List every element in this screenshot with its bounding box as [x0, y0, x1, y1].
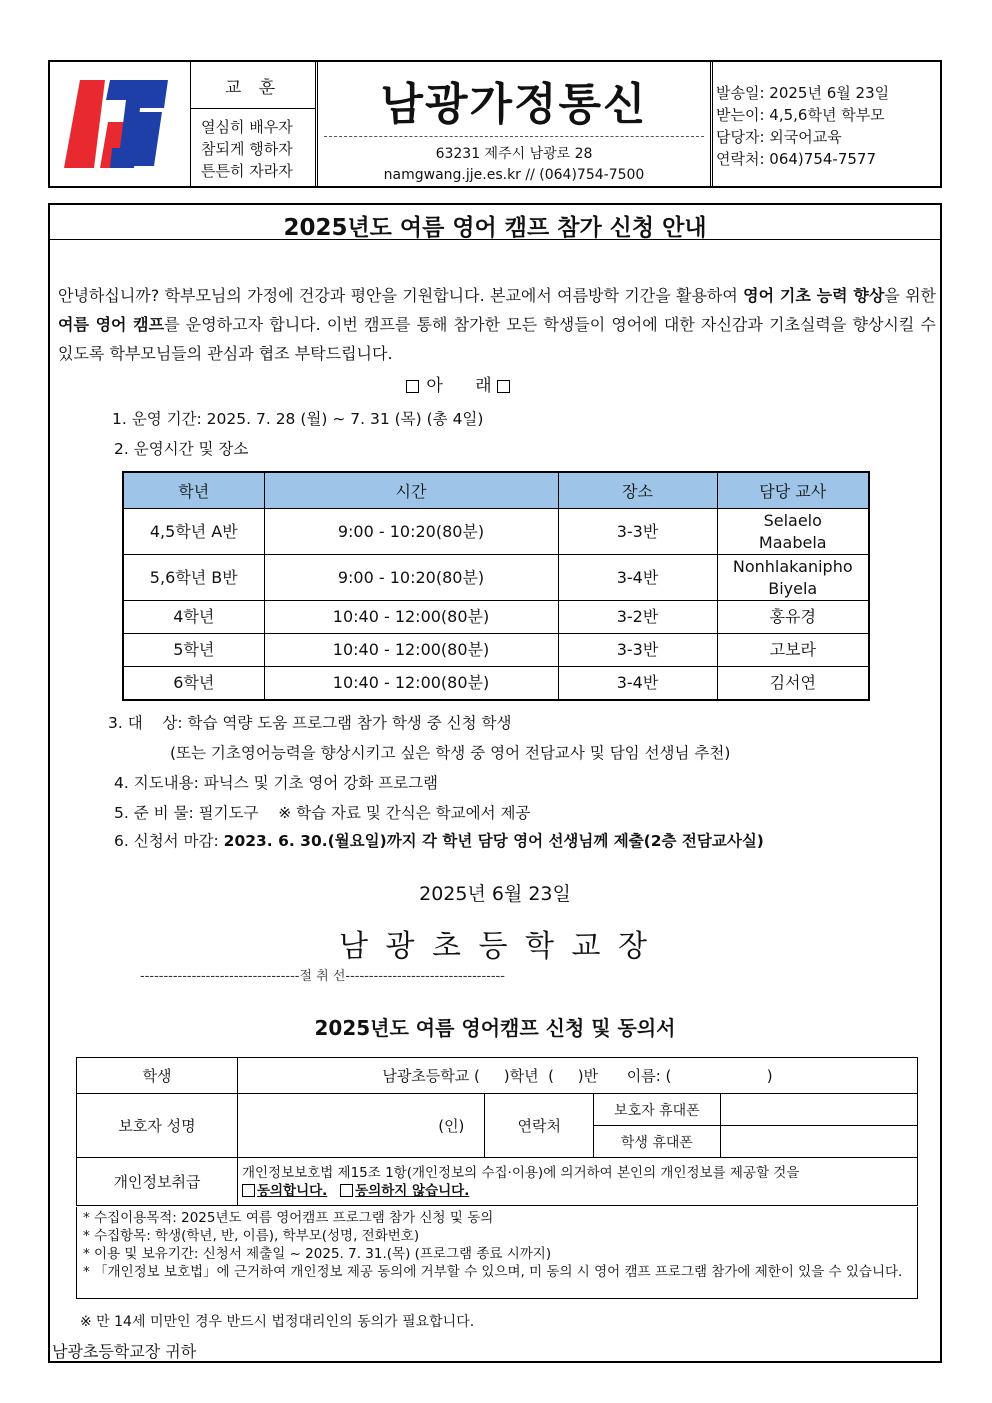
person-in-charge: 담당자: 외국어교육 — [716, 128, 842, 146]
motto-line: 열심히 배우자 — [201, 118, 293, 136]
box-icon — [497, 380, 510, 393]
deadline-label: 6. 신청서 마감: — [114, 832, 224, 850]
guardian-label: 보호자 성명 — [77, 1094, 238, 1158]
disagree-checkbox[interactable] — [340, 1184, 353, 1197]
school-address — [318, 144, 710, 186]
intro-bold: 여름 영어 캠프 — [58, 315, 165, 334]
send-date: 발송일: 2025년 6월 23일 — [716, 84, 890, 102]
agree-label: 동의합니다. — [256, 1182, 328, 1199]
contact-line: namgwang.jje.es.kr // (064)754-7500 — [383, 167, 645, 183]
school-logo — [50, 62, 191, 186]
table-header-row — [123, 472, 869, 509]
time-cell: 10:40 - 12:00(80분) — [264, 601, 558, 634]
grade-cell: 5,6학년 B반 — [123, 555, 264, 601]
room-cell: 3-3반 — [558, 634, 717, 667]
privacy-label: 개인정보취급 — [77, 1158, 238, 1206]
column-header: 학년 — [123, 472, 264, 509]
grade-cell: 5학년 — [123, 634, 264, 667]
notice-body — [48, 203, 942, 1363]
intro-paragraph — [58, 281, 936, 368]
guardian-phone-field[interactable] — [720, 1094, 917, 1126]
contact-label: 연락처 — [485, 1094, 594, 1158]
item-time-place: 2. 운영시간 및 장소 — [114, 440, 249, 458]
newsletter-title-block — [318, 62, 713, 186]
note-line: * 「개인정보 보호법」에 근거하여 개인정보 제공 동의에 거부할 수 있으며, 미 동의 시 영어 캠프 프로그램 참가에 제한이 있을 수 있습니다. — [83, 1264, 903, 1280]
guardian-footnote: ※ 만 14세 미만인 경우 반드시 법정대리인의 동의가 필요합니다. — [80, 1314, 475, 1330]
addressee: 남광초등학교장 귀하 — [52, 1342, 197, 1361]
item-target: 3. 대 상: 학습 역량 도움 프로그램 참가 학생 중 신청 학생 — [108, 714, 512, 732]
student-phone-field[interactable] — [720, 1126, 917, 1158]
table-row — [123, 601, 869, 634]
note-line: * 수집항목: 학생(학년, 반, 이름), 학부모(성명, 전화번호) — [83, 1228, 420, 1244]
box-icon — [406, 380, 419, 393]
privacy-text: 개인정보보호법 제15조 1항(개인정보의 수집·이용)에 의거하여 본인의 개인정보를 제공할 것을 — [241, 1164, 800, 1181]
privacy-notes — [76, 1207, 918, 1299]
grade-cell: 4학년 — [123, 601, 264, 634]
ara-text: 아 래 — [426, 376, 492, 396]
room-cell: 3-3반 — [558, 509, 717, 555]
room-cell: 3-2반 — [558, 601, 717, 634]
teacher-cell: 김서연 — [717, 667, 869, 701]
time-cell: 10:40 - 12:00(80분) — [264, 634, 558, 667]
time-cell: 9:00 - 10:20(80분) — [264, 509, 558, 555]
issue-date: 2025년 6월 23일 — [419, 883, 571, 905]
item-deadline — [114, 829, 764, 851]
ara-heading — [406, 371, 512, 396]
intro-text: 안녕하십니까? 학부모님의 가정에 건강과 평안을 기원합니다. 본교에서 여름방학 기간을 활용하여 — [58, 286, 744, 305]
title-rule — [50, 239, 940, 240]
student-field[interactable]: 남광초등학교 ( )학년 ( )반 이름: ( ) — [237, 1058, 917, 1094]
intro-bold: 영어 기초 능력 향상 — [743, 286, 885, 305]
teacher-cell: 홍유경 — [717, 601, 869, 634]
time-cell: 10:40 - 12:00(80분) — [264, 667, 558, 701]
note-line: * 수집이용목적: 2025년도 여름 영어캠프 프로그램 참가 신청 및 동의 — [83, 1210, 494, 1226]
student-label: 학생 — [77, 1058, 238, 1094]
newsletter-title: 남광가정통신 — [380, 79, 648, 130]
notice-title: 2025년도 여름 영어 캠프 참가 신청 안내 — [283, 215, 707, 241]
table-row — [123, 634, 869, 667]
principal-name: 남 광 초 등 학 교 장 — [338, 929, 652, 964]
privacy-consent — [237, 1158, 917, 1206]
intro-text: 을 위한 — [884, 286, 936, 305]
teacher-cell: 고보라 — [717, 634, 869, 667]
letterhead — [48, 60, 942, 188]
table-row — [123, 555, 869, 601]
form-title: 2025년도 여름 영어캠프 신청 및 동의서 — [314, 1016, 676, 1040]
teacher-cell: Selaelo Maabela — [717, 509, 869, 555]
privacy-row — [77, 1158, 918, 1206]
motto-heading: 교 훈 — [191, 62, 315, 109]
grade-cell: 4,5학년 A반 — [123, 509, 264, 555]
recipient: 받는이: 4,5,6학년 학부모 — [716, 106, 885, 124]
application-form — [76, 1057, 918, 1206]
column-header: 장소 — [558, 472, 717, 509]
grade-cell: 6학년 — [123, 667, 264, 701]
room-cell: 3-4반 — [558, 667, 717, 701]
send-info — [714, 62, 942, 186]
guardian-row — [77, 1094, 918, 1126]
item-content: 4. 지도내용: 파닉스 및 기초 영어 강화 프로그램 — [114, 774, 439, 792]
table-row — [123, 509, 869, 555]
note-line: * 이용 및 보유기간: 신청서 제출일 ~ 2025. 7. 31.(목) (프로그램 종료 시까지) — [83, 1246, 552, 1262]
seal-mark: (인) — [438, 1117, 465, 1135]
guardian-name-field[interactable] — [237, 1094, 484, 1158]
item-supplies: 5. 준 비 물: 필기도구 ※ 학습 자료 및 간식은 학교에서 제공 — [114, 804, 531, 822]
column-header: 시간 — [264, 472, 558, 509]
student-phone-label: 학생 휴대폰 — [594, 1126, 721, 1158]
disagree-label: 동의하지 않습니다. — [355, 1182, 470, 1199]
teacher-cell: Nonhlakanipho Biyela — [717, 555, 869, 601]
deadline-text: 2023. 6. 30.(월요일)까지 각 학년 담당 영어 선생님께 제출(2층 전담교사실) — [223, 832, 764, 850]
room-cell: 3-4반 — [558, 555, 717, 601]
guardian-phone-label: 보호자 휴대폰 — [594, 1094, 721, 1126]
schedule-table — [122, 471, 870, 701]
student-row — [77, 1058, 918, 1094]
item-period: 1. 운영 기간: 2025. 7. 28 (월) ∼ 7. 31 (목) (총 4일) — [112, 410, 484, 428]
address-line: 63231 제주시 남광로 28 — [435, 146, 593, 162]
item-target-note: (또는 기초영어능력을 향상시키고 싶은 학생 중 영어 전담교사 및 담임 선생님 추천) — [170, 744, 731, 762]
cut-line: ----------------------------------절 취 선---------------------------------- — [140, 969, 505, 984]
table-row — [123, 667, 869, 701]
divider — [324, 136, 704, 137]
motto-lines — [201, 116, 293, 182]
school-motto — [191, 62, 318, 186]
motto-line: 참되게 행하자 — [201, 140, 293, 158]
contact-number: 연락처: 064)754-7577 — [716, 150, 876, 168]
motto-line: 튼튼히 자라자 — [201, 162, 293, 180]
intro-text: 를 운영하고자 합니다. 이번 캠프를 통해 참가한 모든 학생들이 영어에 대한 자신감과 기초실력을 향상시킬 수 있도록 학부모님들의 관심과 협조 부탁드립니다. — [58, 315, 936, 363]
column-header: 담당 교사 — [717, 472, 869, 509]
agree-checkbox[interactable] — [242, 1184, 255, 1197]
time-cell: 9:00 - 10:20(80분) — [264, 555, 558, 601]
